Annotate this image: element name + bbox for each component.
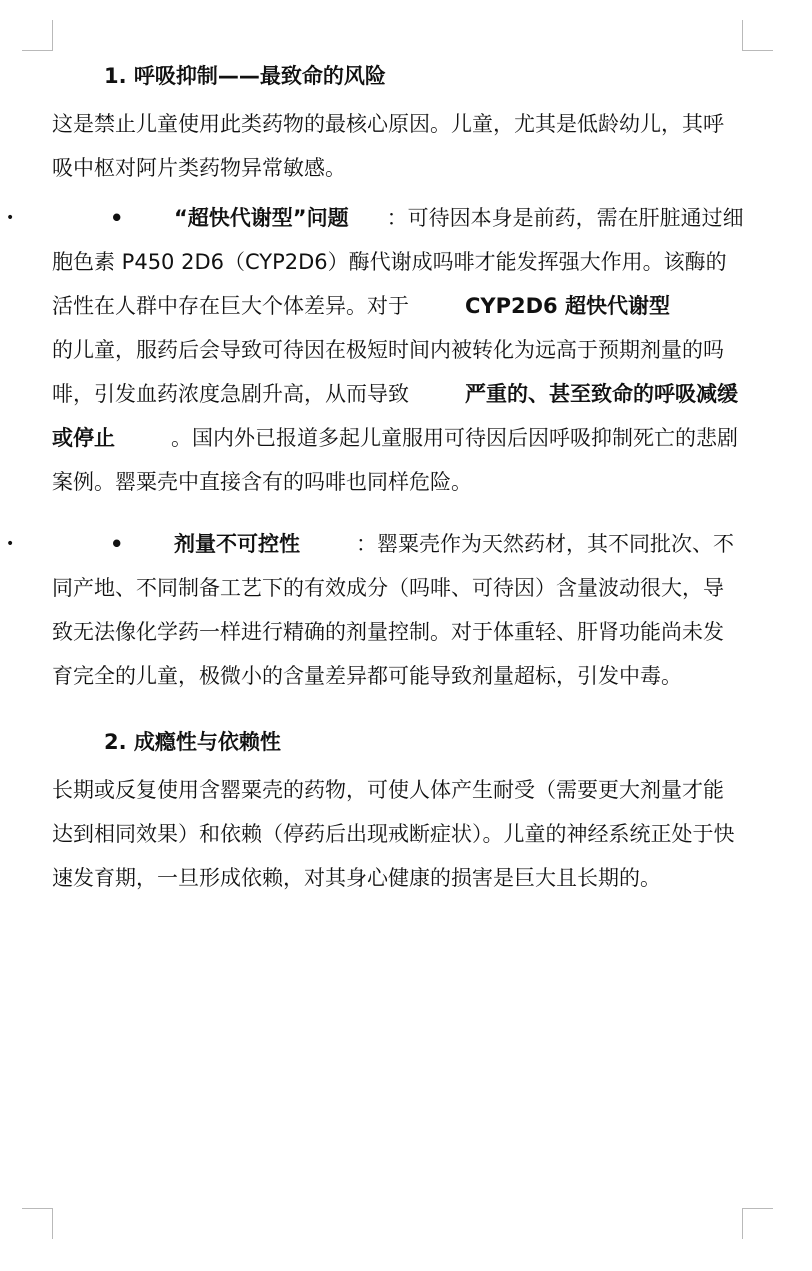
section-2-body: 长期或反复使用含罂粟壳的药物，可使人体产生耐受（需要更大剂量才能达到相同效果）和依赖（停药后出现戒断症状）。儿童的神经系统正处于快速发育期，一旦形成依赖，对其身心健康的损害是巨大且长期的。 <box>52 778 735 890</box>
document-body[interactable] <box>6 56 744 900</box>
outer-bullet-marker: • <box>6 536 15 552</box>
section-1-title: 呼吸抑制——最致命的风险 <box>133 64 386 88</box>
bullet-marker: • <box>110 206 124 230</box>
bullet-dose-uncontrollable <box>6 522 744 698</box>
section-2-heading <box>52 722 744 762</box>
section-1-intro: 这是禁止儿童使用此类药物的最核心原因。儿童，尤其是低龄幼儿，其呼吸中枢对阿片类药物异常敏感。 <box>52 112 724 180</box>
bullet-marker: • <box>110 532 124 556</box>
bullet-1-text-c: 。国内外已报道多起儿童服用可待因后因呼吸抑制死亡的悲剧案例。罂粟壳中直接含有的吗啡也同样危险。 <box>52 426 738 494</box>
bullet-1-strong-b: 严重的、甚至致命的呼吸减缓或停止 <box>52 382 738 450</box>
bullet-1-text-b: 的儿童，服药后会导致可待因在极短时间内被转化为远高于预期剂量的吗啡，引发血药浓度急剧升高，从而导致 <box>52 338 724 406</box>
page-corner-mark-bottom-right <box>742 1208 773 1239</box>
bullet-ultrarapid-metabolizer <box>6 196 744 504</box>
page-corner-mark-top-right <box>742 20 773 51</box>
bullet-1-text-a: ：可待因本身是前药，需在肝脏通过细胞色素 P450 2D6（CYP2D6）酶代谢成吗啡才能发挥强大作用。该酶的活性在人群中存在巨大个体差异。对于 <box>52 206 744 318</box>
section-1-number: 1. <box>104 64 127 88</box>
bullet-2-label: 剂量不可控性 <box>174 532 300 556</box>
section-2-title: 成瘾性与依赖性 <box>133 730 281 754</box>
section-1-heading <box>52 56 744 96</box>
bullet-2-text: ：罂粟壳作为天然药材，其不同批次、不同产地、不同制备工艺下的有效成分（吗啡、可待因）含量波动很大，导致无法像化学药一样进行精确的剂量控制。对于体重轻、肝肾功能尚未发育完全的儿童，极微小的含量差异都可能导致剂量超标，引发中毒。 <box>52 532 734 688</box>
section-2-number: 2. <box>104 730 127 754</box>
page-corner-mark-top-left <box>22 20 53 51</box>
bullet-1-strong-a: CYP2D6 超快代谢型 <box>465 294 670 318</box>
bullet-1-label: “超快代谢型”问题 <box>174 206 349 230</box>
outer-bullet-marker: • <box>6 210 15 226</box>
page-corner-mark-bottom-left <box>22 1208 53 1239</box>
